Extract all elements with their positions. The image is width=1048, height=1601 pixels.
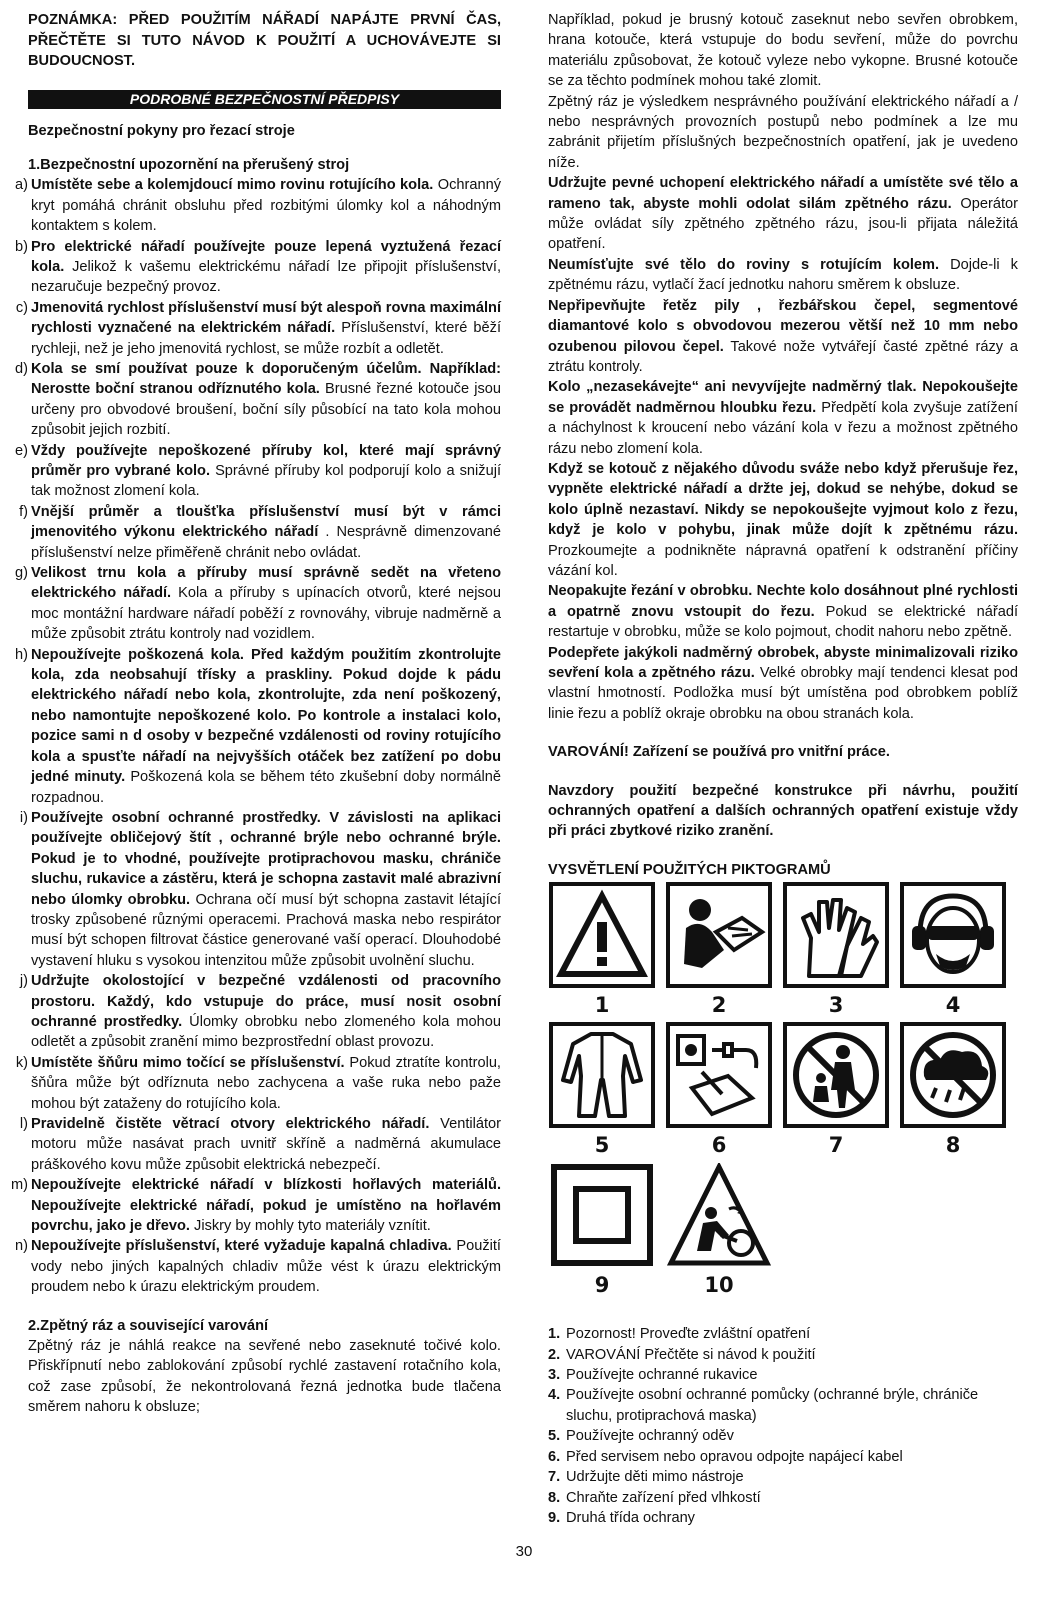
safety-item: [8, 645, 501, 808]
ppe-face-icon: [906, 888, 1000, 982]
item-bold-text: Udržujte okolostojící v bezpečné vzdálenosti od pracovního prostoru. Každý, kdo vstupuje do práce, musí nosit osobní ochranné prostředky.: [31, 973, 501, 1030]
item-text: [31, 298, 501, 359]
item-label: a): [15, 177, 28, 194]
item-label: i): [19, 809, 28, 826]
item-label: e): [15, 442, 28, 459]
kickback-paragraph: [548, 255, 1018, 296]
item-label: m): [10, 1177, 28, 1194]
legend-number: 6.: [548, 1448, 561, 1465]
item-label: n): [15, 1238, 28, 1255]
item-plain-text: Brusné řezné kotouče jsou určeny pro obvodové broušení, boční síly působící na tato kola mohou způsobit jejich rozbití.: [31, 381, 501, 439]
pictogram-10: [665, 1162, 773, 1302]
item-plain-text: Pokud ztratíte kontrolu, šňůra může být odříznuta nebo zachycena a vaše ruka nebo paže mohou být zataženy do rotujícího kola.: [31, 1054, 501, 1112]
paragraph-plain-text: Dojde-li k zpětnému rázu, vytlačí žací jednotku nahoru směrem k obsluze.: [548, 256, 1018, 294]
item-label: b): [15, 238, 28, 255]
paragraph-bold-text: Podepřete jakýkoli nadměrný obrobek, abyste minimalizovali riziko sevření kola a zpětného rázu.: [548, 644, 1018, 681]
pictogram-3: [782, 882, 890, 1022]
legend-item: [548, 1385, 1018, 1426]
item-text: [31, 1236, 501, 1297]
protective-clothing-icon: [555, 1028, 649, 1122]
item-bold-text: Používejte osobní ochranné prostředky. V závislosti na aplikaci používejte obličejový štít , ochranné brýle nebo ochranné brýle. Pokud je to vhodné, používejte protiprachovou masku, chrániče sluchu, rukavice a zástěru, která je schopna zastavit malé abrazivní nebo úlomky obrobku.: [31, 809, 501, 908]
item-text: [31, 1175, 501, 1236]
legend-number: 5.: [548, 1428, 561, 1445]
item-plain-text: Příslušenství, které běží rychleji, než je jeho jmenovitá rychlost, se může rozbít a odletět.: [31, 320, 501, 357]
no-moisture-icon: [906, 1028, 1000, 1122]
item-text: [31, 175, 501, 236]
kickback-paragraphs: [548, 10, 1018, 724]
paragraph-plain-text: Pokud se elektrické nářadí restartuje v obrobku, může se kolo pojmout, chodit nahoru nebo zpětně.: [548, 603, 1019, 641]
pictogram-number: 9: [594, 1273, 610, 1298]
pictogram-9: [548, 1162, 656, 1302]
item-plain-text: Ventilátor motoru může nasávat prach uvnitř skříně a nadměrná akumulace práškového kovu může způsobit elektrická nebezpečí.: [31, 1116, 502, 1173]
item-text: [31, 808, 501, 971]
gloves-icon: [789, 888, 883, 982]
legend-item: [548, 1508, 1018, 1528]
legend-item: [548, 1324, 1018, 1344]
item-plain-text: Použití vody nebo jiných kapalných chladiv může vést k úrazu elektrickým proudem nebo k úrazu elektrickým proudem.: [31, 1238, 501, 1296]
kickback-intro: Zpětný ráz je náhlá reakce na sevřené nebo zaseknuté točivé kolo. Přiskřípnutí nebo zablokování způsobí rychlé zastavení rotačního kola, což zase způsobí, že nekontrolovaná řezná jednotka bude tlačena směrem nahoru k obsluze;: [28, 1338, 501, 1416]
legend-item: [548, 1345, 1018, 1365]
item-bold-text: Nepoužívejte příslušenství, které vyžaduje kapalná chladiva.: [31, 1238, 452, 1255]
kickback-paragraph: [548, 296, 1018, 378]
safety-item: [8, 971, 501, 1053]
paragraph-bold-text: Nepřipevňujte řetěz pily , řezbářskou čepel, segmentové diamantové kolo s obvodovou mezerou větší než 10 mm nebo ozubenou pilovou čepel.: [548, 297, 1018, 355]
right-column: [548, 10, 1018, 1528]
item-text: [31, 237, 501, 298]
read-manual-icon: [672, 888, 766, 982]
paragraph-plain-text: Prozkoumejte a podnikněte nápravná opatření k odstranění příčiny vázání kol.: [548, 542, 1018, 579]
item-bold-text: Vnější průměr a tloušťka příslušenství musí být v rámci jmenovitého výkonu elektrického nářadí: [31, 503, 501, 541]
item-label: h): [15, 646, 28, 663]
pictogram-7: [782, 1022, 890, 1162]
safety-item: [8, 237, 501, 298]
section-bar: PODROBNÉ BEZPEČNOSTNÍ PŘEDPISY: [28, 90, 501, 109]
item-bold-text: Jmenovitá rychlost příslušenství musí být alespoň rovna maximální rychlosti vyznačené na elektrickém nářadí.: [31, 299, 501, 337]
item-plain-text: Ochrana očí musí být schopna zastavit létající trosky způsobené různými operacemi. Prachová maska nebo respirátor musí být schopen filtrovat částice generované vaší operací. Dlouhodobé vystavení hluku s vysokou intenzitou může způsobit uvolnění sluchu.: [31, 891, 502, 969]
pictogram-title: VYSVĚTLENÍ POUŽITÝCH PIKTOGRAMŮ: [548, 861, 831, 878]
safety-item: [8, 175, 501, 236]
legend-text: Používejte osobní ochranné pomůcky (ochranné brýle, chrániče sluchu, protiprachová maska): [566, 1387, 979, 1424]
item-bold-text: Velikost trnu kola a příruby musí správně sedět na vřeteno elektrického nářadí.: [31, 565, 501, 602]
item-label: g): [15, 565, 28, 582]
pictogram-number: 8: [945, 1133, 961, 1158]
legend-text: Před servisem nebo opravou odpojte napájecí kabel: [566, 1448, 903, 1465]
legend-text: VAROVÁNÍ Přečtěte si návod k použití: [566, 1346, 816, 1363]
safety-item: [8, 359, 501, 441]
item-label: c): [15, 299, 28, 316]
pictogram-number: 3: [828, 993, 844, 1018]
paragraph-plain-text: Takové nože vytvářejí časté zpětné rázy a ztrátu kontroly.: [548, 338, 1018, 375]
paragraph-plain-text: Například, pokud je brusný kotouč zaseknut nebo sevřen obrobkem, hrana kotouče, která vstupuje do bodu sevření, může do povrchu materiálu způsobovat, že kotouč vyleze nebo vykopne. Brusné kotouče se za těchto podmínek mohou také zlomit.: [548, 12, 1018, 90]
item-bold-text: Pro elektrické nářadí používejte pouze lepená vyztužená řezací kola.: [31, 238, 501, 275]
item-bold-text: Pravidelně čistěte větrací otvory elektrického nářadí.: [31, 1116, 430, 1132]
item-label: f): [19, 503, 28, 520]
legend-text: Používejte ochranné rukavice: [566, 1367, 758, 1384]
safety-item: [8, 502, 501, 563]
item-text: [31, 971, 501, 1053]
legend-item: [548, 1426, 1018, 1446]
item-text: [31, 563, 501, 645]
item-text: [31, 645, 501, 808]
residual-risk: Navzdory použití bezpečné konstrukce při návrhu, použití ochranných opatření a dalších ochranných opatření existuje vždy při práci zbytkové riziko zranění.: [548, 782, 1018, 840]
item-bold-text: Umístěte šňůru mimo točící se příslušenství.: [31, 1054, 345, 1071]
safety-items-list: [8, 175, 501, 1297]
item-plain-text: Správné příruby kol podporují kolo a snižují tak možnost zlomení kola.: [31, 463, 501, 500]
kickback-paragraph: [548, 459, 1018, 581]
paragraph-plain-text: Operátor může ovládat síly zpětného zpětného rázu, jsou-li přijata náležitá opatření.: [548, 195, 1018, 253]
left-column: [8, 10, 501, 1418]
legend-number: 3.: [548, 1367, 561, 1384]
unplug-icon: [672, 1028, 766, 1122]
item-text: [31, 502, 501, 563]
item-bold-text: Nepoužívejte elektrické nářadí v blízkosti hořlavých materiálů. Nepoužívejte elektrické nářadí, pokud je umístěno na hořlavém povrchu, jako je dřevo.: [31, 1177, 501, 1235]
paragraph-bold-text: Neopakujte řezání v obrobku. Nechte kolo dosáhnout plné rychlosti a opatrně znovu vstoupit do řezu.: [548, 583, 1018, 620]
pictogram-number: 4: [945, 993, 961, 1018]
legend-text: Druhá třída ochrany: [566, 1509, 695, 1526]
safety-item: [8, 1114, 501, 1175]
legend-number: 1.: [548, 1326, 561, 1343]
pictogram-number: 2: [711, 993, 727, 1018]
legend-number: 2.: [548, 1346, 561, 1363]
item-plain-text: Jiskry by mohly tyto materiály vznítit.: [189, 1218, 431, 1235]
pictogram-number: 6: [711, 1133, 727, 1158]
pictogram-number: 5: [594, 1133, 610, 1158]
legend-text: Pozornost! Proveďte zvláštní opatření: [566, 1326, 811, 1343]
item-bold-text: Vždy používejte nepoškozené příruby kol, které mají správný průměr pro vybrané kolo.: [31, 442, 501, 479]
safety-item: [8, 441, 501, 502]
kickback-paragraph: [548, 10, 1018, 92]
pictogram-1: [548, 882, 656, 1022]
kickback-warning-icon: [667, 1163, 771, 1267]
safety-item: [8, 808, 501, 971]
pictogram-grid: [548, 882, 1018, 1302]
safety-item: [8, 1175, 501, 1236]
pictogram-legend: [548, 1324, 1018, 1528]
paragraph-plain-text: Předpětí kola zvyšuje zatížení a náchylnost k kroucení nebo vázání kola v řezu a možnost zpětného rázu nebo zlomení kola.: [548, 399, 1018, 457]
pictogram-number: 1: [594, 993, 610, 1018]
item-plain-text: Ochranný kryt pomáhá chránit obsluhu před rozbitými úlomky kol a náhodným kontaktem s kolem.: [31, 177, 501, 235]
no-children-icon: [789, 1028, 883, 1122]
legend-text: Udržujte děti mimo nástroje: [566, 1469, 744, 1486]
legend-item: [548, 1447, 1018, 1467]
safety-item: [8, 1053, 501, 1114]
paragraph-plain-text: Velké obrobky mají tendenci klesat pod vlastní hmotností. Podložka musí být umístěna pod obrobkem poblíž linie řezu a poblíž okraje obrobku na obou stranách kola.: [548, 665, 1018, 722]
paragraph-bold-text: Udržujte pevné uchopení elektrického nářadí a umístěte své tělo a rameno tak, abyste mohli odolat silám zpětného rázu.: [548, 175, 1018, 212]
pictogram-number: 10: [704, 1273, 734, 1298]
paragraph-bold-text: Neumísťujte své tělo do roviny s rotujícím kolem.: [548, 256, 940, 273]
pictogram-6: [665, 1022, 773, 1162]
kickback-paragraph: [548, 173, 1018, 255]
paragraph-plain-text: Zpětný ráz je výsledkem nesprávného používání elektrického nářadí a / nebo nesprávných provozních postupů nebo podmínek a lze mu zabránit přijetím příslušných bezpečnostních opatření, jak je uvedeno níže.: [548, 93, 1018, 171]
item-plain-text: Poškozená kola se během této zkušební doby normálně rozpadnou.: [31, 769, 501, 806]
item-label: k): [15, 1054, 28, 1071]
item-text: [31, 1053, 501, 1114]
item-bold-text: Nepoužívejte poškozená kola. Před každým použitím zkontrolujte kola, zda neobsahují třísky a praskliny. Pokud dojde k pádu elektrického nářadí nebo kola, zkontrolujte, zda není poškozený, nebo namontujte nepoškozené kolo. Po kontrole a instalaci kolo, pozice sami n d osoby v bezpečné vzdálenosti od roviny rotujícího kola a spusťte nářadí na nejvyšších otáček bez zatížení po dobu jedné minuty.: [31, 646, 501, 786]
double-insulation-icon: [550, 1163, 654, 1267]
item-label: l): [19, 1116, 28, 1132]
legend-number: 8.: [548, 1489, 561, 1506]
item-bold-text: Umístěte sebe a kolemjdoucí mimo rovinu rotujícího kola.: [31, 177, 434, 194]
pictogram-5: [548, 1022, 656, 1162]
legend-number: 9.: [548, 1509, 561, 1526]
legend-number: 7.: [548, 1469, 561, 1486]
item-text: [31, 1114, 501, 1175]
kickback-paragraph: [548, 643, 1018, 725]
safety-item: [8, 1236, 501, 1297]
item-bold-text: Kola se smí používat pouze k doporučeným účelům. Například: Nerostte boční stranou odříznutého kola.: [31, 360, 501, 398]
pictogram-2: [665, 882, 773, 1022]
item-plain-text: Úlomky obrobku nebo zlomeného kola mohou odletět a způsobit zranění mimo bezprostřední oblast provozu.: [31, 1013, 501, 1051]
item-label: j): [19, 973, 28, 990]
item-plain-text: Jelikož k vašemu elektrickému nářadí lze připojit příslušenství, nezaručuje bezpečný provoz.: [31, 258, 501, 296]
heading-2: 2.Zpětný ráz a související varování: [28, 1317, 269, 1334]
legend-number: 4.: [548, 1387, 561, 1404]
item-text: [31, 359, 501, 441]
legend-text: Používejte ochranný oděv: [566, 1428, 734, 1445]
legend-item: [548, 1467, 1018, 1487]
page-number: 30: [515, 1543, 533, 1560]
paragraph-bold-text: Kolo „nezasekávejte“ ani nevyvíjejte nadměrný tlak. Nepokoušejte se provádět nadměrnou hloubku řezu.: [548, 379, 1018, 416]
pictogram-4: [899, 882, 1007, 1022]
safety-item: [8, 563, 501, 645]
safety-item: [8, 298, 501, 359]
item-label: d): [15, 360, 28, 377]
heading-1: 1.Bezpečnostní upozornění na přerušený stroj: [28, 156, 350, 173]
paragraph-bold-text: Když se kotouč z nějakého důvodu sváže nebo když přerušuje řez, vypněte elektrické nářadí a držte jej, dokud se nehýbe, dokud se kolo úplně nezastaví. Nikdy se nepokoušejte vyjmout kolo z řezu, když je kolo v pohybu, jinak může dojít k zpětnému rázu.: [548, 460, 1018, 539]
item-text: [31, 441, 501, 502]
warning-text: VAROVÁNÍ! Zařízení se používá pro vnitřní práce.: [548, 744, 890, 761]
kickback-paragraph: [548, 377, 1018, 459]
legend-item: [548, 1488, 1018, 1508]
pictogram-8: [899, 1022, 1007, 1162]
kickback-paragraph: [548, 581, 1018, 642]
pictogram-number: 7: [828, 1133, 844, 1158]
item-plain-text: . Nesprávně dimenzované příslušenství nelze přiměřeně chránit nebo ovládat.: [31, 524, 501, 561]
legend-text: Chraňte zařízení před vlhkostí: [566, 1489, 761, 1506]
note: POZNÁMKA: PŘED POUŽITÍM NÁŘADÍ NAPÁJTE PRVNÍ ČAS, PŘEČTĚTE SI TUTO NÁVOD K POUŽITÍ A UCHOVÁVEJTE SI BUDOUCNOST.: [28, 12, 501, 69]
item-plain-text: Kola a příruby s upínacích otvorů, které nejsou moc montážní hardware nářadí poběží z rovnováhy, vibruje nadměrně a může způsobit ztrátu kontroly nad vozidlem.: [31, 585, 501, 643]
kickback-paragraph: [548, 92, 1018, 174]
warning-triangle-icon: [555, 888, 649, 982]
legend-item: [548, 1365, 1018, 1385]
subtitle: Bezpečnostní pokyny pro řezací stroje: [28, 122, 295, 139]
